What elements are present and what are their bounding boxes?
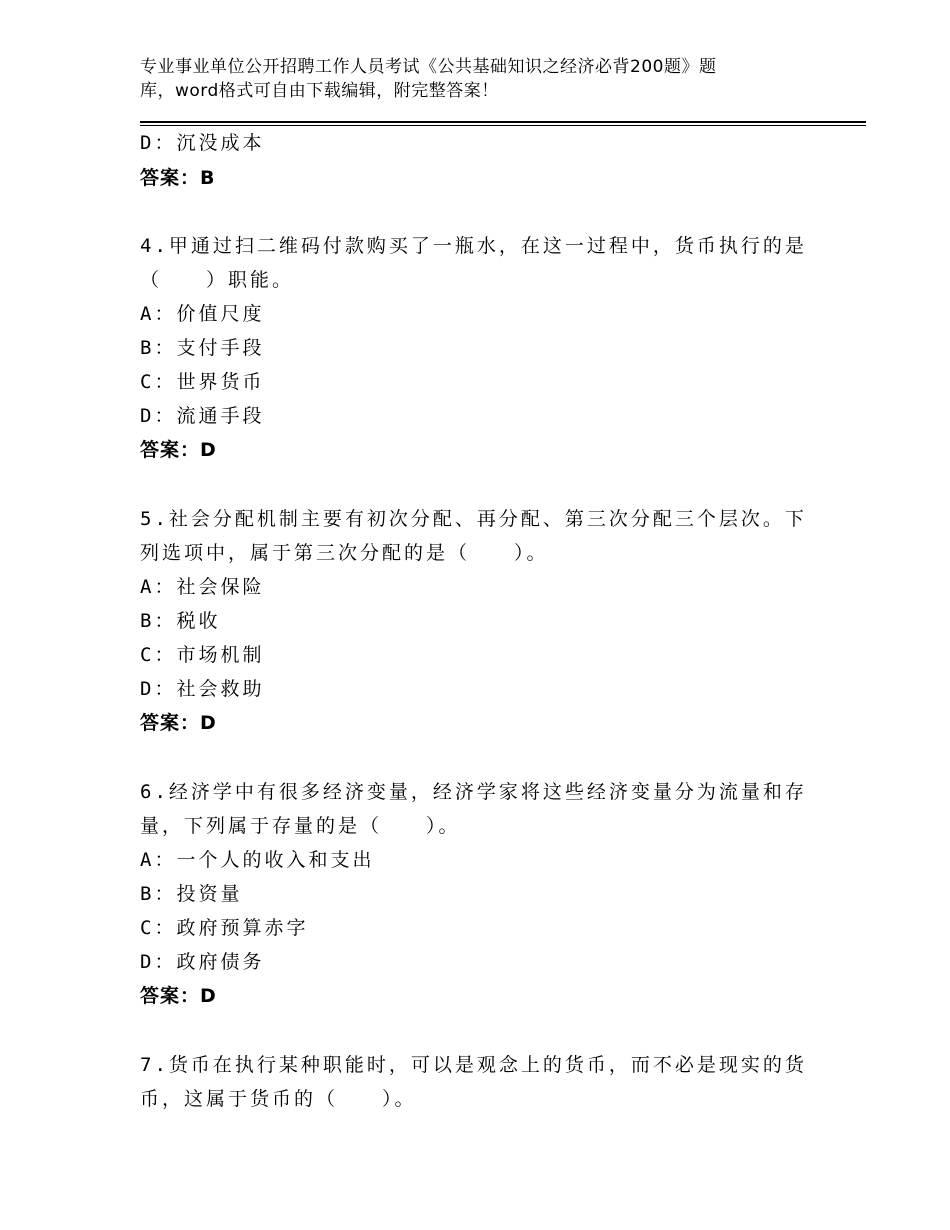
q4-answer: 答案：D [140,439,217,461]
q5-stem-line-1: 5.社会分配机制主要有初次分配、再分配、第三次分配三个层次。下 [140,508,807,530]
q5-answer: 答案：D [140,712,217,734]
q7-stem-line-1: 7.货币在执行某种职能时，可以是观念上的货币，而不必是现实的货 [140,1054,807,1076]
header-line-1: 专业事业单位公开招聘工作人员考试《公共基础知识之经济必背200题》题 [140,57,717,77]
q5-option-c: C：市场机制 [140,644,265,666]
header-rule-thick [140,121,866,123]
q6-stem-line-2: 量，下列属于存量的是（ ）。 [140,815,461,837]
q6-answer: 答案：D [140,985,217,1007]
document-header [140,55,790,103]
q4-stem-line-2: （ ）职能。 [140,269,295,291]
q4-option-a: A：价值尺度 [140,303,265,325]
q5-stem-line-2: 列选项中，属于第三次分配的是（ ）。 [140,542,549,564]
q3-option-d: D：沉没成本 [140,132,265,154]
header-line-2: 库，word格式可自由下载编辑，附完整答案！ [140,81,499,101]
q4-option-b: B：支付手段 [140,337,265,359]
q5-option-b: B：税收 [140,610,221,632]
q5-option-a: A：社会保险 [140,576,265,598]
header-rule-thin [140,125,866,126]
q4-option-c: C：世界货币 [140,371,265,393]
q6-option-b: B：投资量 [140,883,243,905]
q3-answer: 答案：B [140,167,216,189]
q6-option-a: A：一个人的收入和支出 [140,849,375,871]
q6-option-c: C：政府预算赤字 [140,917,309,939]
q4-stem-line-1: 4.甲通过扫二维码付款购买了一瓶水，在这一过程中，货币执行的是 [140,235,807,257]
q5-option-d: D：社会救助 [140,678,265,700]
q6-option-d: D：政府债务 [140,951,265,973]
q6-stem-line-1: 6.经济学中有很多经济变量，经济学家将这些经济变量分为流量和存 [140,781,807,803]
q4-option-d: D：流通手段 [140,405,265,427]
q7-stem-line-2: 币，这属于货币的（ ）。 [140,1088,417,1110]
